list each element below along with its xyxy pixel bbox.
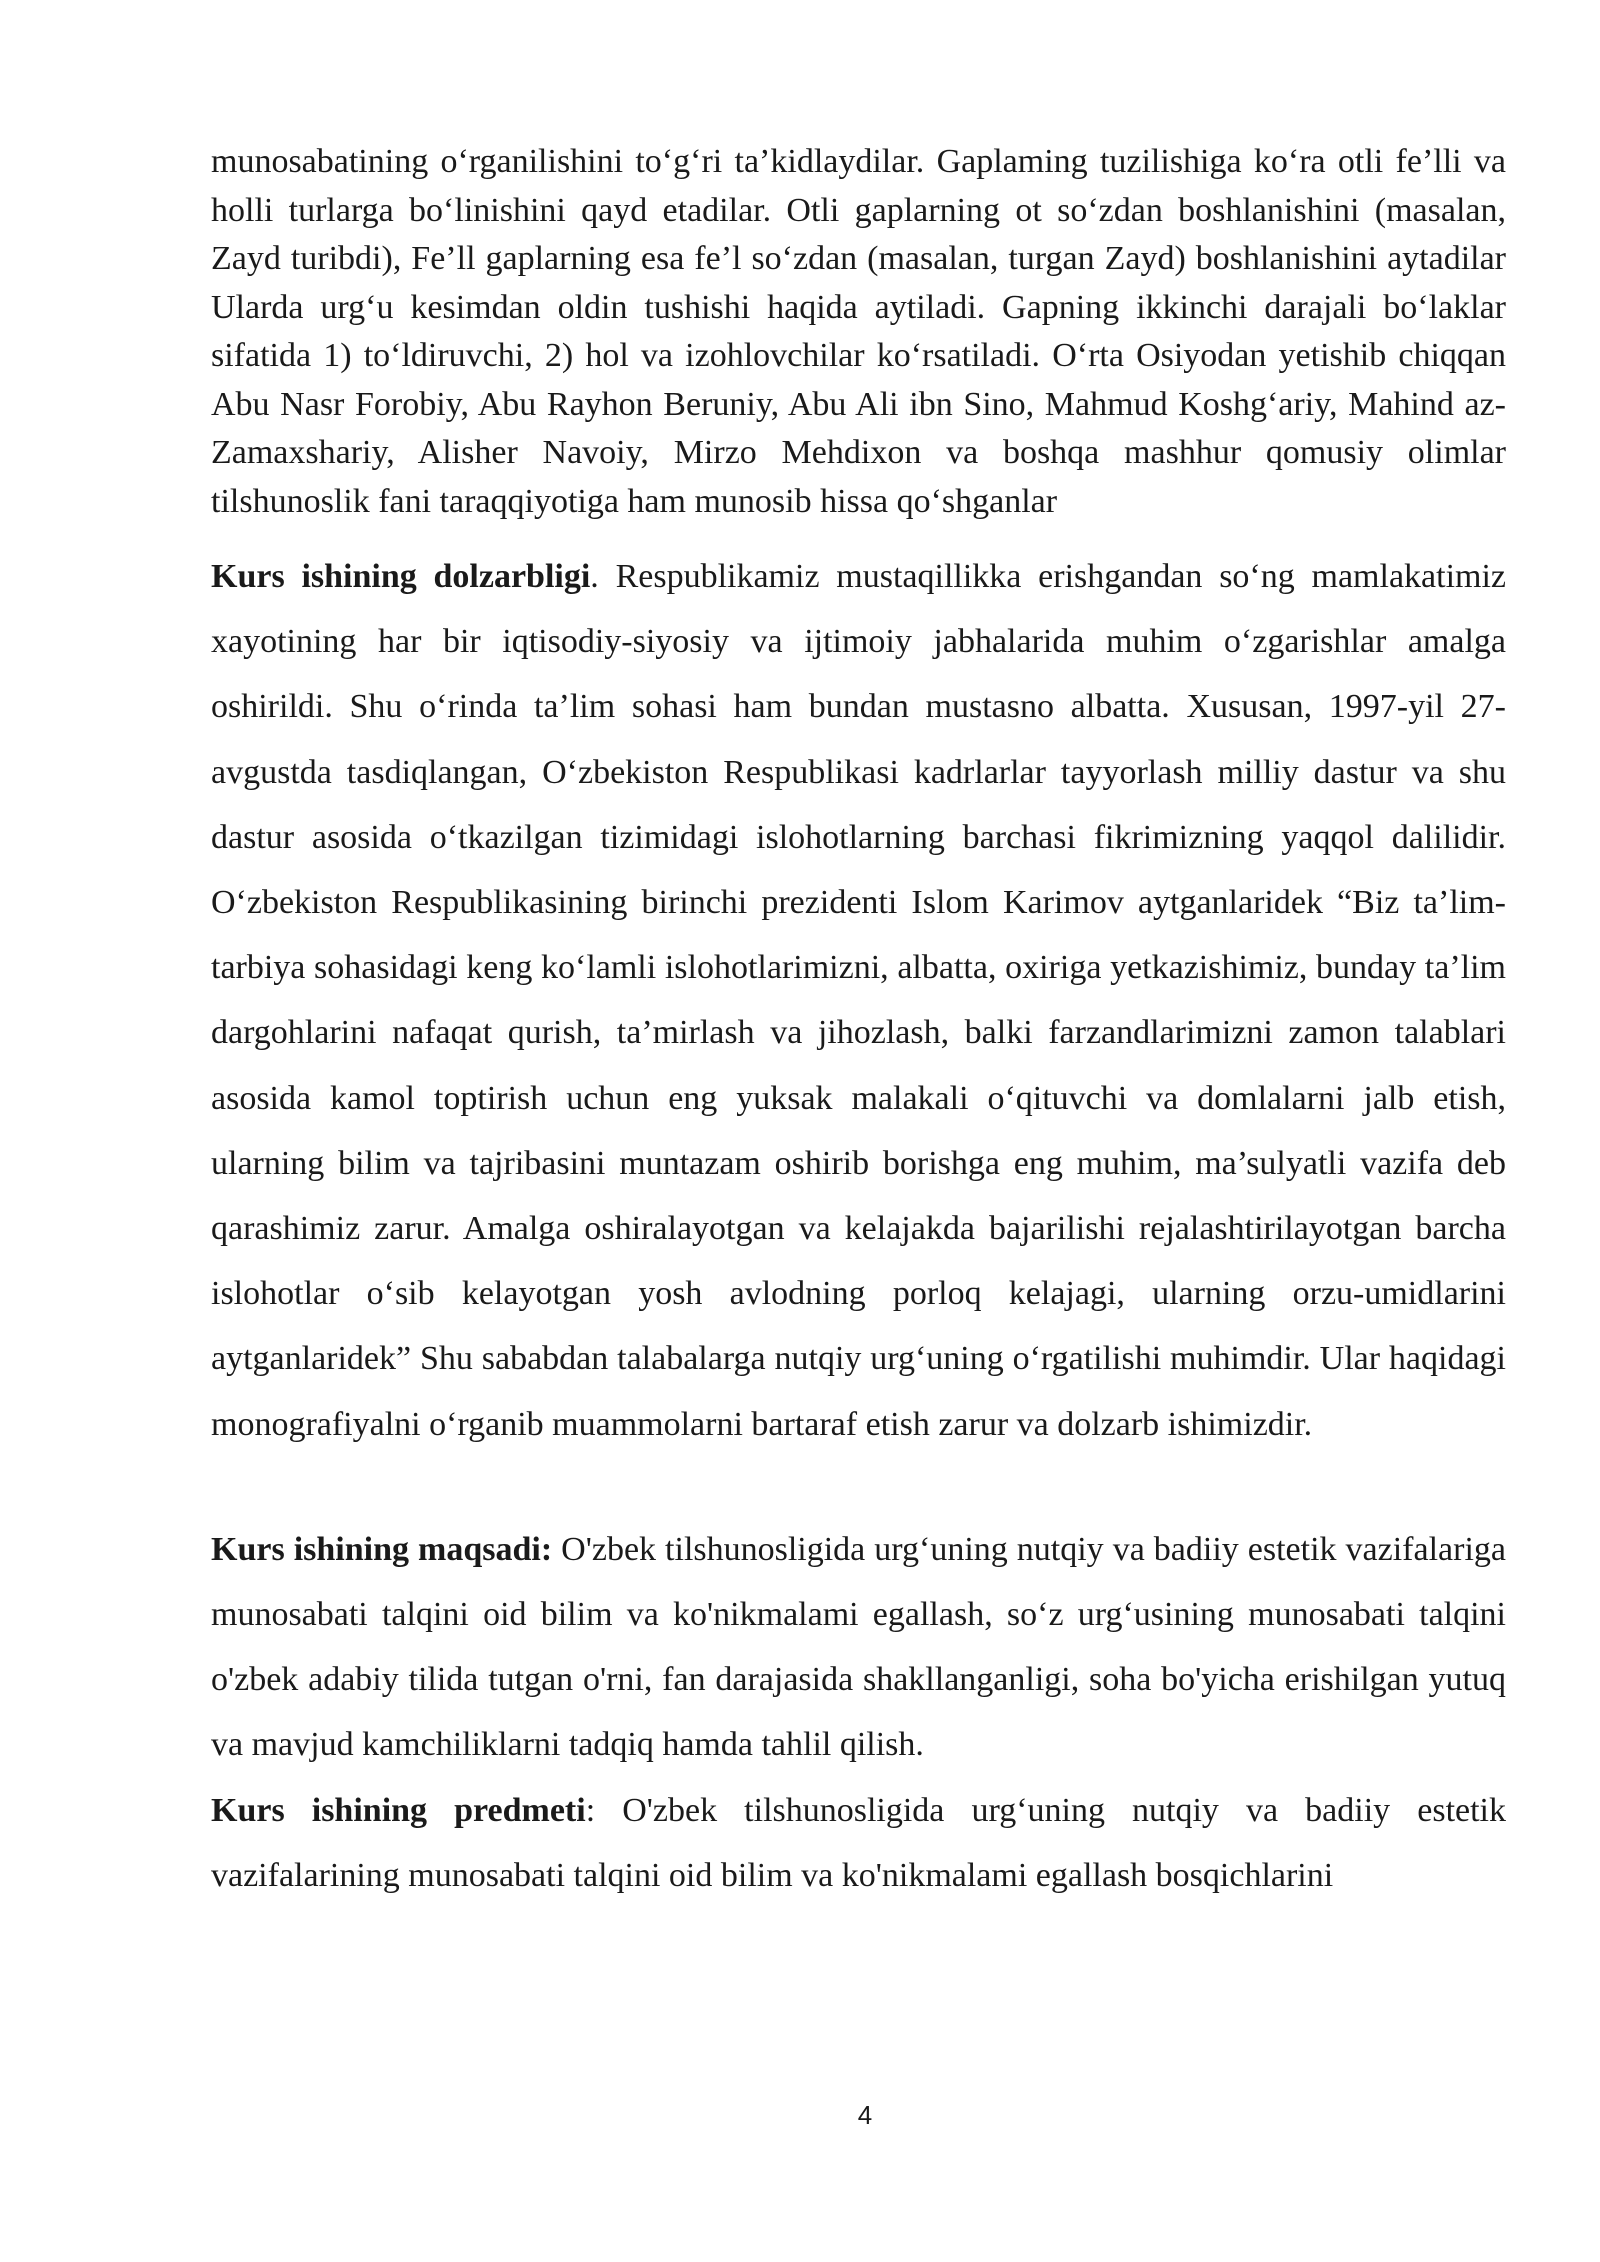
- intro-paragraph: munosabatining o‘rganilishini to‘g‘ri ta’kidlaydilar. Gaplaming tuzilishiga ko‘ra otli fe’lli va holli turlarga bo‘linishini qayd etadilar. Otli gaplarning ot so‘zdan boshlanishini (masalan, Zayd turibdi), Fe’ll gaplarning esa fe’l so‘zdan (masalan, turgan Zayd) boshlanishini aytadilar Ularda urg‘u kesimdan oldin tushishi haqida aytiladi. Gapning ikkinchi darajali bo‘laklar sifatida 1) to‘ldiruvchi, 2) hol va izohlovchilar ko‘rsatiladi. O‘rta Osiyodan yetishib chiqqan Abu Nasr Forobiy, Abu Rayhon Beruniy, Abu Ali ibn Sino, Mahmud Koshg‘ariy, Mahind az-Zamaxshariy, Alisher Navoiy, Mirzo Mehdixon va boshqa mashhur qomusiy olimlar tilshunoslik fani taraqqiyotiga ham munosib hissa qo‘shganlar: [211, 143, 1506, 520]
- subject-heading: Kurs ishining predmeti: [211, 1791, 586, 1829]
- goal-paragraph: [211, 1517, 1506, 1778]
- goal-body: O'zbek tilshunosligida urg‘uning nutqiy va badiiy estetik vazifalariga munosabati talqini oid bilim va ko'nikmalami egallash, so‘z urg‘usining munosabati talqini o'zbek adabiy tilida tutgan o'rni, fan darajasida shakllanganligi, soha bo'yicha erishilgan yutuq va mavjud kamchiliklarni tadqiq hamda tahlil qilish.: [211, 1530, 1506, 1764]
- subject-body: : O'zbek tilshunosligida urg‘uning nutqiy va badiiy estetik vazifalarining munosabati talqini oid bilim va ko'nikmalami egallash bosqichlarini: [211, 1791, 1506, 1894]
- relevance-heading: Kurs ishining dolzarbligi: [211, 558, 591, 595]
- page-number: 4: [857, 2100, 873, 2130]
- subject-paragraph: [211, 1778, 1506, 1908]
- text-column: [211, 138, 1506, 1908]
- relevance-paragraph: [211, 544, 1506, 1457]
- goal-heading: Kurs ishining maqsadi:: [211, 1530, 553, 1568]
- relevance-body: . Respublikamiz mustaqillikka erishgandan so‘ng mamlakatimiz xayotining har bir iqtisodiy-siyosiy va ijtimoiy jabhalarida muhim o‘zgarishlar amalga oshirildi. Shu o‘rinda ta’lim sohasi ham bundan mustasno albatta. Xususan, 1997-yil 27-avgustda tasdiqlangan, O‘zbekiston Respublikasi kadrlarlar tayyorlash milliy dastur va shu dastur asosida o‘tkazilgan tizimidagi islohotlarning barchasi fikrimizning yaqqol dalilidir. O‘zbekiston Respublikasining birinchi prezidenti Islom Karimov aytganlaridek “Biz ta’lim-tarbiya sohasidagi keng ko‘lamli islohotlarimizni, albatta, oxiriga yetkazishimiz, bunday ta’lim dargohlarini nafaqat qurish, ta’mirlash va jihozlash, balki farzandlarimizni zamon talablari asosida kamol toptirish uchun eng yuksak malakali o‘qituvchi va domlalarni jalb etish, ularning bilim va tajribasini muntazam oshirib borishga eng muhim, ma’sulyatli vazifa deb qarashimiz zarur. Amalga oshiralayotgan va kelajakda bajarilishi rejalashtirilayotgan barcha islohotlar o‘sib kelayotgan yosh avlodning porloq kelajagi, ularning orzu-umidlarini aytganlaridek” Shu sababdan talabalarga nutqiy urg‘uning o‘rgatilishi muhimdir. Ular haqidagi monografiyalni o‘rganib muammolarni bartaraf etish zarur va dolzarb ishimizdir.: [211, 558, 1506, 1443]
